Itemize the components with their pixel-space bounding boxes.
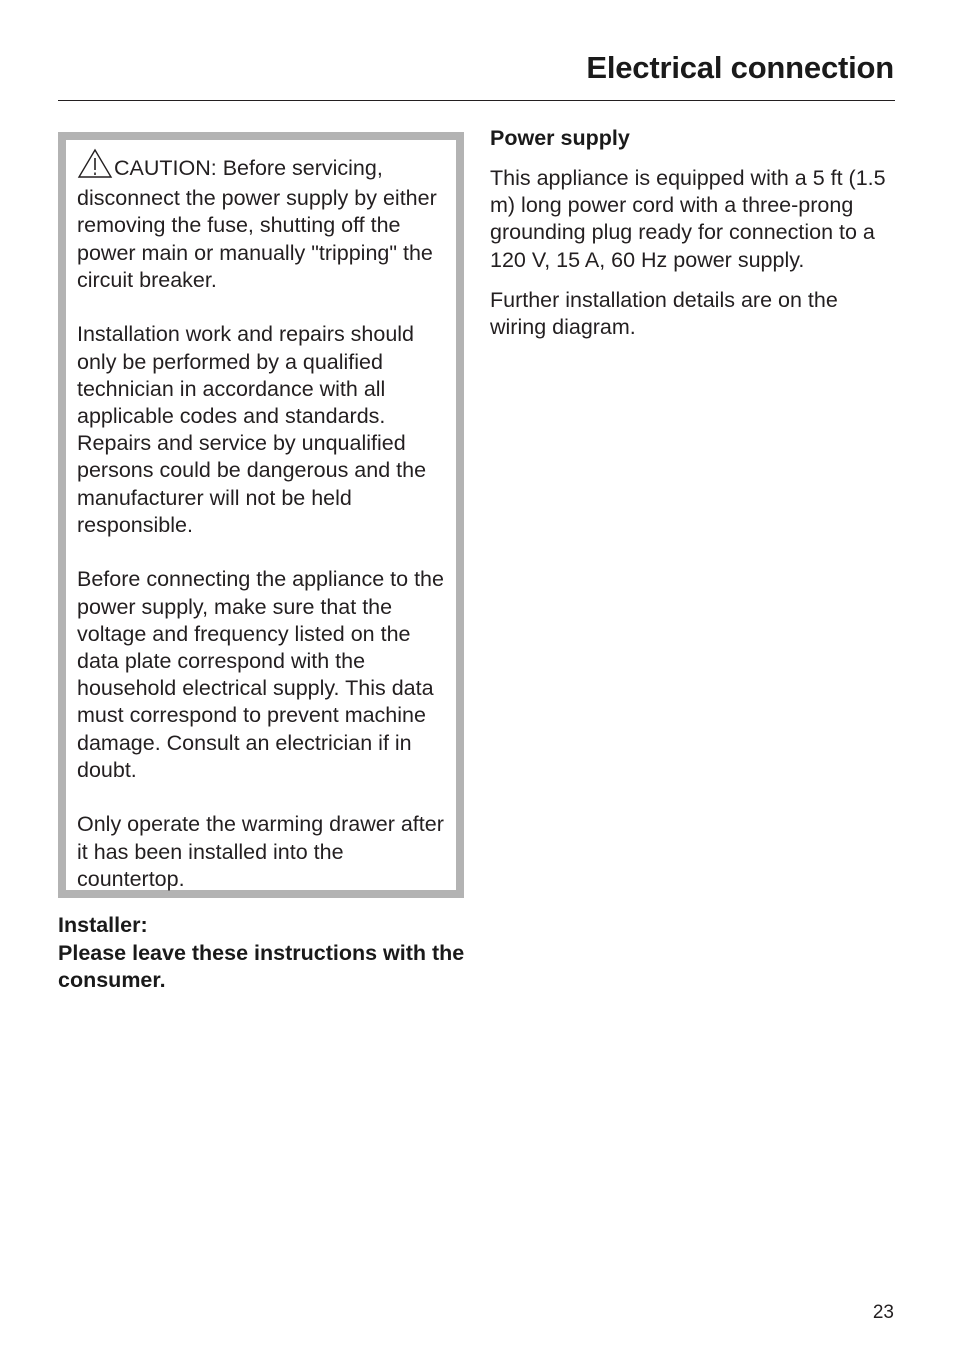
- page-number: 23: [872, 1302, 894, 1323]
- warning-triangle-icon: [77, 148, 113, 185]
- page-title: Electrical connection: [586, 50, 894, 85]
- warning-text-block: [77, 148, 457, 893]
- power-supply-paragraph-cord: This appliance is equipped with a 5 ft (1.5 m) long power cord with a three-prong grounding plug ready for connection to a 120 V, 15 A, 60 Hz power supply.: [490, 166, 886, 272]
- warning-paragraph-installation: Installation work and repairs should only be performed by a qualified technician in accordance with all applicable codes and standards. Repairs and service by unqualified persons could be dangerous and the manufacturer will not be held responsible.: [77, 322, 427, 537]
- caution-text: CAUTION: Before servicing, disconnect the power supply by either removing the fuse, shutting off the power main or manually "tripping" the circuit breaker.: [77, 156, 437, 292]
- caution-paragraph: [77, 148, 457, 294]
- installer-text: Please leave these instructions with the consumer.: [58, 940, 465, 992]
- power-supply-paragraph-details: Further installation details are on the wiring diagram.: [490, 287, 838, 340]
- power-supply-section: [490, 124, 895, 354]
- title-divider: [58, 100, 895, 101]
- power-supply-heading: Power supply: [490, 126, 630, 150]
- installer-note: [58, 912, 468, 995]
- warning-paragraph-operation: Only operate the warming drawer after it has been installed into the countertop.: [77, 812, 444, 891]
- installer-label: Installer:: [58, 913, 148, 937]
- warning-paragraph-voltage: Before connecting the appliance to the power supply, make sure that the voltage and frequency listed on the data plate correspond with the household electrical supply. This data must correspond to prevent machine damage. Consult an electrician if in doubt.: [77, 567, 444, 782]
